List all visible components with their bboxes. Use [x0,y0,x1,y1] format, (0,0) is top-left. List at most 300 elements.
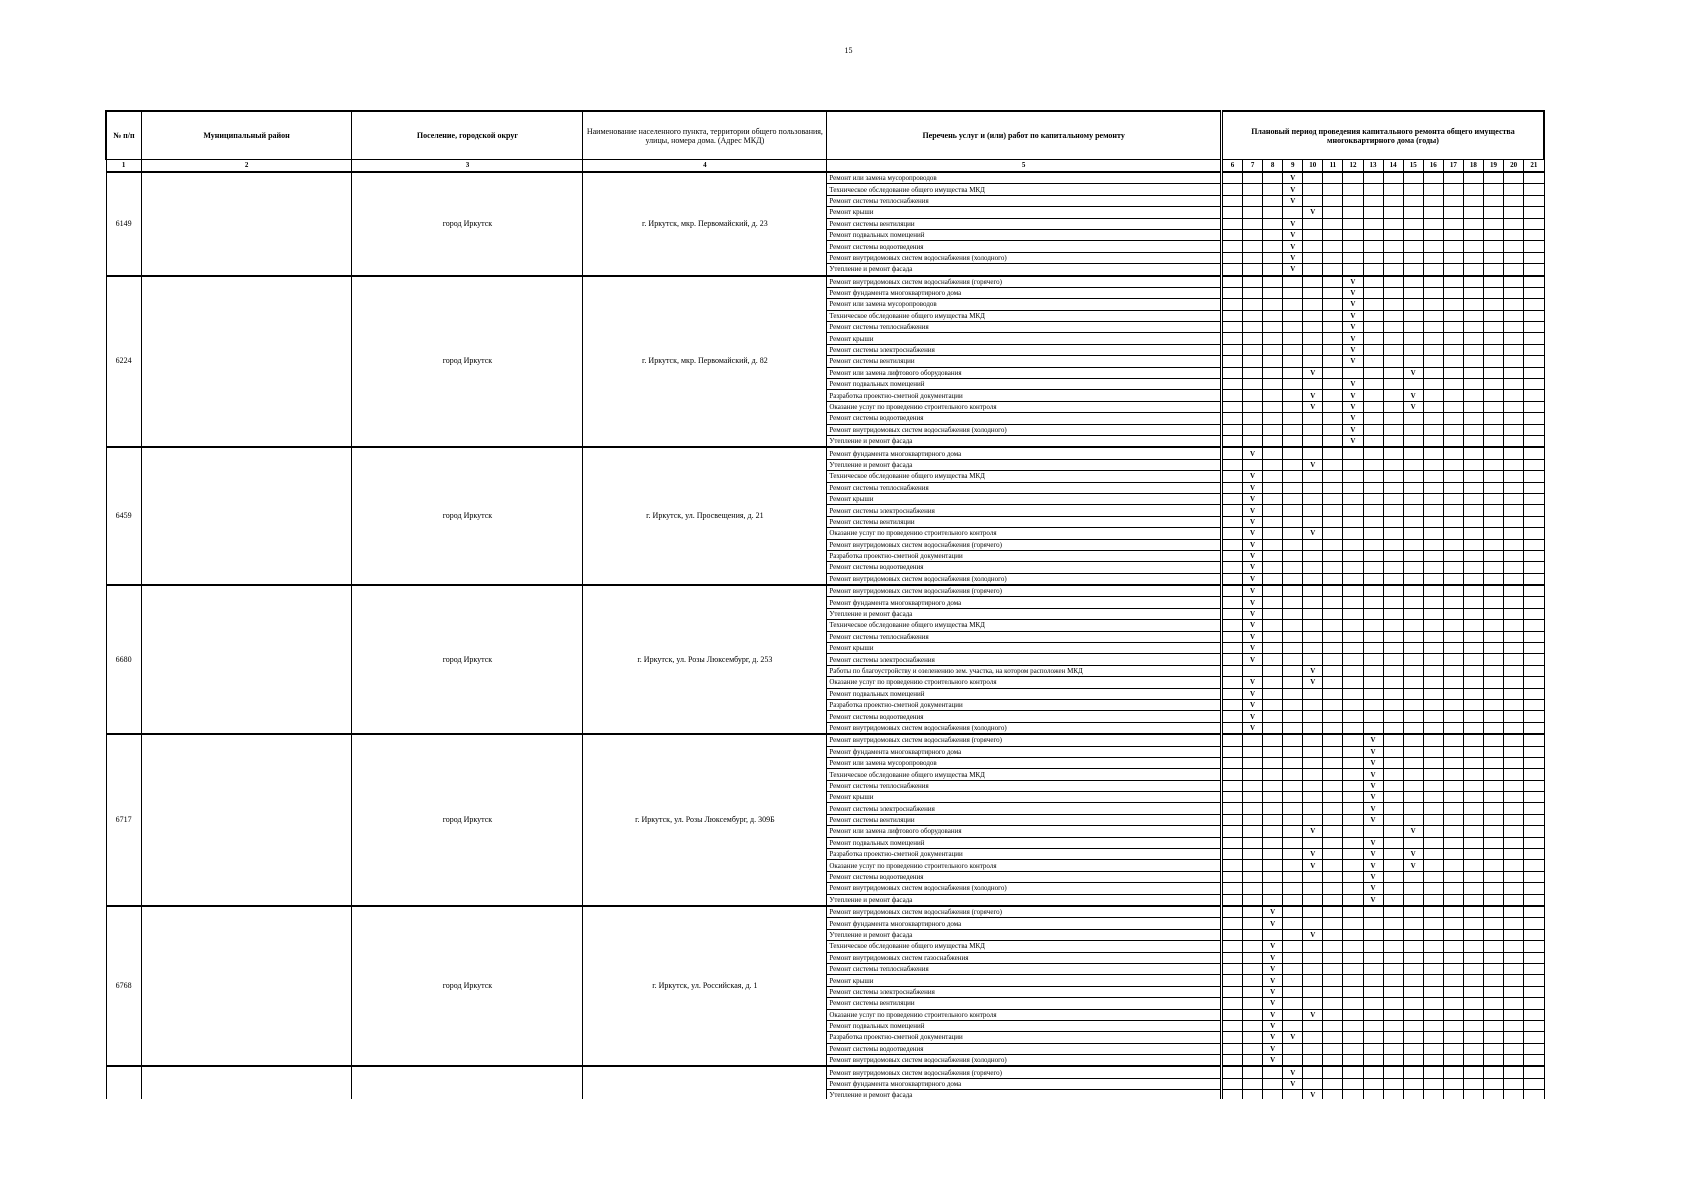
year-cell-17 [1443,252,1463,263]
year-cell-18 [1463,998,1483,1009]
year-cell-11 [1323,172,1343,184]
year-cell-21 [1524,998,1544,1009]
year-cell-11 [1323,654,1343,665]
year-cell-15 [1403,424,1423,435]
year-cell-14 [1383,597,1403,608]
check-mark: V [1243,688,1263,699]
year-cell-18 [1463,849,1483,860]
year-cell-9 [1283,516,1303,527]
year-cell-13 [1363,573,1383,585]
year-cell-12 [1343,746,1363,757]
year-cell-15 [1403,172,1423,184]
year-cell-18 [1463,918,1483,929]
column-number: 14 [1383,160,1403,173]
year-cell-7 [1243,459,1263,470]
year-cell-12 [1343,871,1363,882]
year-cell-7 [1243,665,1263,676]
year-cell-17 [1443,699,1463,710]
year-cell-11 [1323,505,1343,516]
year-cell-18 [1463,722,1483,734]
year-cell-17 [1443,447,1463,459]
year-cell-11 [1323,459,1343,470]
service-cell: Ремонт внутридомовых систем водоснабжения (горячего) [827,276,1221,288]
year-cell-13 [1363,195,1383,206]
service-cell: Ремонт фундамента многоквартирного дома [827,918,1221,929]
year-cell-21 [1524,172,1544,184]
column-number: 12 [1343,160,1363,173]
year-cell-8 [1263,1090,1283,1099]
service-cell: Ремонт системы вентиляции [827,998,1221,1009]
year-cell-15 [1403,287,1423,298]
year-cell-6 [1222,207,1242,218]
year-cell-9 [1283,573,1303,585]
year-cell-9 [1283,757,1303,768]
year-cell-10 [1303,218,1323,229]
year-cell-13 [1363,413,1383,424]
year-cell-13 [1363,493,1383,504]
year-cell-18 [1463,631,1483,642]
year-cell-15 [1403,322,1423,333]
year-cell-19 [1483,207,1503,218]
year-cell-8 [1263,631,1283,642]
year-cell-18 [1463,1078,1483,1089]
table-body [106,172,1544,1099]
year-cell-10 [1303,654,1323,665]
year-cell-9 [1283,871,1303,882]
year-cell-10 [1303,287,1323,298]
year-cell-13 [1363,643,1383,654]
year-cell-16 [1423,229,1443,240]
column-number: 13 [1363,160,1383,173]
year-cell-10 [1303,1066,1323,1078]
year-cell-6 [1222,195,1242,206]
year-cell-14 [1383,1009,1403,1020]
year-cell-16 [1423,597,1443,608]
year-cell-8 [1263,803,1283,814]
year-cell-19 [1483,459,1503,470]
year-cell-15 [1403,505,1423,516]
capital-repair-table [105,110,1545,1099]
year-cell-12 [1343,631,1363,642]
year-cell-13 [1363,620,1383,631]
year-cell-6 [1222,1078,1242,1089]
year-cell-13 [1363,585,1383,597]
year-cell-19 [1483,550,1503,561]
check-mark: V [1363,769,1383,780]
year-cell-13 [1363,367,1383,378]
year-cell-7 [1243,757,1263,768]
year-cell-19 [1483,1055,1503,1067]
year-cell-18 [1463,493,1483,504]
year-cell-18 [1463,447,1483,459]
year-cell-11 [1323,1055,1343,1067]
year-cell-12 [1343,573,1363,585]
year-cell-8 [1263,435,1283,447]
check-mark: V [1363,734,1383,746]
year-cell-11 [1323,941,1343,952]
year-cell-21 [1524,252,1544,263]
year-cell-20 [1504,435,1524,447]
year-cell-10 [1303,322,1323,333]
year-cell-12 [1343,1032,1363,1043]
check-mark: V [1283,229,1303,240]
year-cell-8 [1263,608,1283,619]
year-cell-17 [1443,218,1463,229]
service-cell: Оказание услуг по проведению строительного контроля [827,860,1221,871]
year-cell-7 [1243,390,1263,401]
year-cell-19 [1483,482,1503,493]
service-cell: Ремонт системы вентиляции [827,814,1221,825]
year-cell-18 [1463,333,1483,344]
year-cell-7 [1243,883,1263,894]
year-cell-6 [1222,1055,1242,1067]
year-cell-13 [1363,699,1383,710]
year-cell-21 [1524,894,1544,906]
year-cell-10 [1303,597,1323,608]
year-cell-17 [1443,1055,1463,1067]
year-cell-15 [1403,344,1423,355]
year-cell-11 [1323,780,1343,791]
year-cell-10 [1303,252,1323,263]
check-mark: V [1243,654,1263,665]
year-cell-13 [1363,401,1383,412]
year-cell-6 [1222,677,1242,688]
year-cell-9 [1283,975,1303,986]
check-mark: V [1343,424,1363,435]
year-cell-14 [1383,883,1403,894]
year-cell-12 [1343,918,1363,929]
year-cell-12 [1343,792,1363,803]
year-cell-18 [1463,803,1483,814]
year-cell-6 [1222,379,1242,390]
year-cell-10 [1303,1020,1323,1031]
year-cell-16 [1423,803,1443,814]
year-cell-6 [1222,344,1242,355]
year-cell-18 [1463,264,1483,276]
year-cell-18 [1463,883,1483,894]
year-cell-17 [1443,379,1463,390]
year-cell-15 [1403,573,1423,585]
year-cell-6 [1222,390,1242,401]
year-cell-14 [1383,459,1403,470]
year-cell-17 [1443,986,1463,997]
year-cell-20 [1504,172,1524,184]
year-cell-6 [1222,699,1242,710]
service-cell: Ремонт подвальных помещений [827,1020,1221,1031]
year-cell-15 [1403,929,1423,940]
year-cell-10 [1303,620,1323,631]
year-cell-19 [1483,585,1503,597]
year-cell-14 [1383,608,1403,619]
year-cell-17 [1443,654,1463,665]
year-cell-6 [1222,1043,1242,1054]
year-cell-15 [1403,780,1423,791]
year-cell-15 [1403,654,1423,665]
service-cell: Ремонт системы электроснабжения [827,505,1221,516]
year-cell-19 [1483,597,1503,608]
year-cell-13 [1363,688,1383,699]
year-cell-8 [1263,562,1283,573]
year-cell-11 [1323,871,1343,882]
year-cell-16 [1423,413,1443,424]
year-cell-10 [1303,1032,1323,1043]
year-cell-11 [1323,1078,1343,1089]
check-mark: V [1243,562,1263,573]
year-cell-21 [1524,471,1544,482]
year-cell-21 [1524,424,1544,435]
year-cell-9 [1283,746,1303,757]
year-cell-16 [1423,493,1443,504]
service-cell: Ремонт системы водоотведения [827,1043,1221,1054]
year-cell-13 [1363,826,1383,837]
year-cell-19 [1483,367,1503,378]
year-cell-16 [1423,952,1443,963]
year-cell-13 [1363,608,1383,619]
service-cell: Техническое обследование общего имущества МКД [827,769,1221,780]
year-cell-6 [1222,929,1242,940]
year-cell-17 [1443,459,1463,470]
year-cell-7 [1243,207,1263,218]
year-cell-13 [1363,172,1383,184]
year-cell-20 [1504,401,1524,412]
year-cell-16 [1423,963,1443,974]
service-cell: Ремонт или замена мусоропроводов [827,299,1221,310]
year-cell-16 [1423,550,1443,561]
year-cell-8 [1263,585,1283,597]
year-cell-11 [1323,1009,1343,1020]
year-cell-10 [1303,1078,1323,1089]
year-cell-7 [1243,998,1263,1009]
year-cell-19 [1483,1066,1503,1078]
year-cell-19 [1483,941,1503,952]
year-cell-14 [1383,493,1403,504]
year-cell-18 [1463,528,1483,539]
year-cell-12 [1343,803,1363,814]
year-cell-16 [1423,699,1443,710]
year-cell-11 [1323,699,1343,710]
year-cell-20 [1504,631,1524,642]
service-cell: Ремонт внутридомовых систем водоснабжения (холодного) [827,1055,1221,1067]
year-cell-15 [1403,1090,1423,1099]
year-cell-9 [1283,677,1303,688]
year-cell-19 [1483,471,1503,482]
check-mark: V [1303,1090,1323,1099]
year-cell-13 [1363,264,1383,276]
service-cell: Ремонт или замена мусоропроводов [827,172,1221,184]
check-mark: V [1263,1043,1283,1054]
year-cell-15 [1403,883,1423,894]
year-cell-13 [1363,711,1383,722]
year-cell-10 [1303,344,1323,355]
year-cell-12 [1343,1078,1363,1089]
column-number: 2 [141,160,352,173]
year-cell-11 [1323,310,1343,321]
year-cell-18 [1463,929,1483,940]
year-cell-20 [1504,894,1524,906]
table-row [106,1066,1544,1078]
year-cell-8 [1263,252,1283,263]
year-cell-7 [1243,975,1263,986]
year-cell-18 [1463,941,1483,952]
year-cell-19 [1483,998,1503,1009]
year-cell-12 [1343,998,1363,1009]
year-cell-20 [1504,918,1524,929]
year-cell-18 [1463,792,1483,803]
year-cell-16 [1423,264,1443,276]
year-cell-8 [1263,757,1283,768]
year-cell-6 [1222,894,1242,906]
check-mark: V [1243,631,1263,642]
year-cell-17 [1443,597,1463,608]
check-mark: V [1243,608,1263,619]
year-cell-11 [1323,860,1343,871]
year-cell-14 [1383,264,1403,276]
year-cell-16 [1423,894,1443,906]
year-cell-11 [1323,620,1343,631]
service-cell: Ремонт крыши [827,333,1221,344]
year-cell-11 [1323,344,1343,355]
year-cell-17 [1443,413,1463,424]
year-cell-18 [1463,837,1483,848]
service-cell: Ремонт или замена лифтового оборудования [827,826,1221,837]
check-mark: V [1403,390,1423,401]
year-cell-11 [1323,264,1343,276]
year-cell-10 [1303,539,1323,550]
cell-address [583,1066,827,1099]
year-cell-14 [1383,401,1403,412]
year-cell-21 [1524,757,1544,768]
year-cell-7 [1243,1009,1263,1020]
year-cell-16 [1423,539,1443,550]
check-mark: V [1263,941,1283,952]
year-cell-12 [1343,906,1363,918]
year-cell-17 [1443,894,1463,906]
year-cell-9 [1283,883,1303,894]
year-cell-8 [1263,688,1283,699]
year-cell-13 [1363,528,1383,539]
year-cell-8 [1263,218,1283,229]
year-cell-19 [1483,252,1503,263]
year-cell-18 [1463,299,1483,310]
year-cell-18 [1463,1043,1483,1054]
year-cell-16 [1423,390,1443,401]
year-cell-6 [1222,975,1242,986]
year-cell-12 [1343,528,1363,539]
year-cell-14 [1383,963,1403,974]
year-cell-9 [1283,493,1303,504]
service-cell: Ремонт системы теплоснабжения [827,322,1221,333]
year-cell-21 [1524,390,1544,401]
year-cell-14 [1383,322,1403,333]
year-cell-9 [1283,539,1303,550]
year-cell-15 [1403,871,1423,882]
year-cell-20 [1504,505,1524,516]
year-cell-15 [1403,229,1423,240]
year-cell-17 [1443,1078,1463,1089]
year-cell-19 [1483,975,1503,986]
year-cell-14 [1383,734,1403,746]
year-cell-7 [1243,229,1263,240]
year-cell-18 [1463,585,1483,597]
check-mark: V [1343,390,1363,401]
year-cell-6 [1222,918,1242,929]
year-cell-21 [1524,573,1544,585]
year-cell-19 [1483,608,1503,619]
year-cell-14 [1383,699,1403,710]
year-cell-13 [1363,379,1383,390]
year-cell-6 [1222,837,1242,848]
year-cell-6 [1222,722,1242,734]
year-cell-7 [1243,814,1263,825]
year-cell-11 [1323,597,1343,608]
year-cell-9 [1283,276,1303,288]
year-cell-20 [1504,860,1524,871]
year-cell-19 [1483,826,1503,837]
year-cell-17 [1443,711,1463,722]
year-cell-19 [1483,344,1503,355]
year-cell-12 [1343,883,1363,894]
year-cell-11 [1323,241,1343,252]
year-cell-13 [1363,952,1383,963]
year-cell-14 [1383,287,1403,298]
year-cell-10 [1303,505,1323,516]
year-cell-14 [1383,837,1403,848]
service-cell: Оказание услуг по проведению строительного контроля [827,401,1221,412]
year-cell-18 [1463,424,1483,435]
year-cell-11 [1323,207,1343,218]
cell-district [141,447,352,585]
year-cell-15 [1403,1055,1423,1067]
year-cell-7 [1243,252,1263,263]
year-cell-16 [1423,631,1443,642]
year-cell-9 [1283,390,1303,401]
table-row [106,447,1544,459]
year-cell-19 [1483,229,1503,240]
year-cell-20 [1504,585,1524,597]
year-cell-15 [1403,746,1423,757]
service-cell: Ремонт крыши [827,207,1221,218]
year-cell-17 [1443,184,1463,195]
year-cell-16 [1423,482,1443,493]
year-cell-16 [1423,608,1443,619]
year-cell-20 [1504,299,1524,310]
year-cell-12 [1343,252,1363,263]
year-cell-9 [1283,471,1303,482]
year-cell-12 [1343,1043,1363,1054]
check-mark: V [1243,699,1263,710]
year-cell-10 [1303,814,1323,825]
year-cell-16 [1423,975,1443,986]
year-cell-8 [1263,528,1283,539]
year-cell-21 [1524,929,1544,940]
year-cell-7 [1243,172,1263,184]
check-mark: V [1363,780,1383,791]
year-cell-19 [1483,413,1503,424]
year-cell-9 [1283,367,1303,378]
year-cell-7 [1243,986,1263,997]
header-row [106,111,1544,160]
year-cell-9 [1283,620,1303,631]
year-cell-16 [1423,379,1443,390]
year-cell-8 [1263,333,1283,344]
check-mark: V [1343,356,1363,367]
year-cell-21 [1524,207,1544,218]
year-cell-19 [1483,264,1503,276]
service-cell: Ремонт внутридомовых систем водоснабжения (горячего) [827,906,1221,918]
service-cell: Ремонт системы вентиляции [827,356,1221,367]
year-cell-16 [1423,826,1443,837]
check-mark: V [1243,573,1263,585]
